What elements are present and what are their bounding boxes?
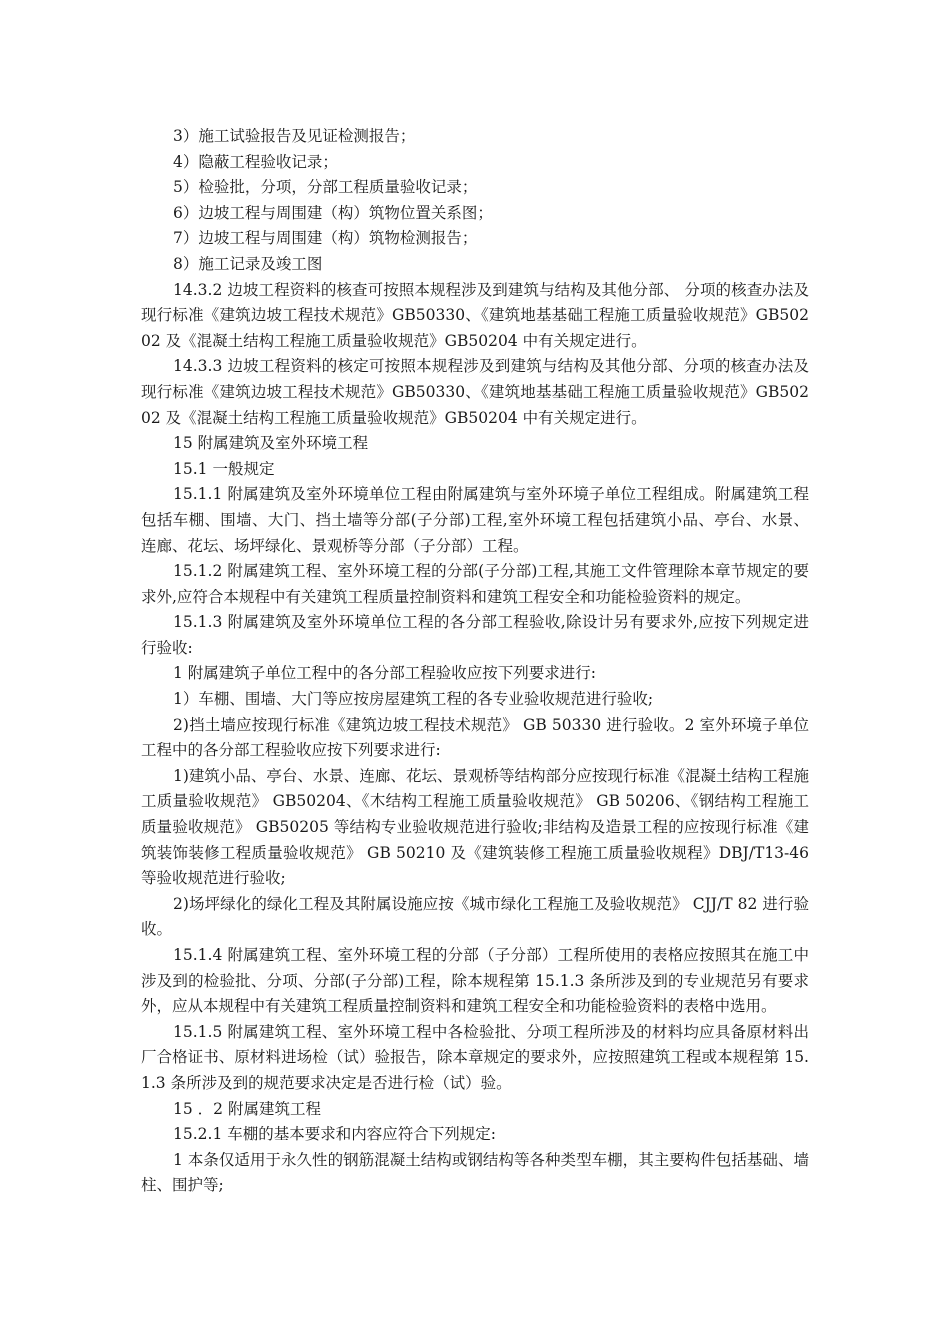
sub-item-2-1: 1)建筑小品、亭台、水景、连廊、花坛、景观桥等结构部分应按现行标准《混凝土结构工程施工质量验收规范》 GB50204、《木结构工程施工质量验收规范》 GB 50206、《钢结构工程施工质量验收规范》 GB50205 等结构专业验收规范进行验收;非结构及造景工程的应按现行标准《建筑装饰装修工程质量验收规范》 GB 50210 及《建筑装修工程施工质量验收规程》DBJ/T13-46 等验收规范进行验收;: [141, 766, 809, 888]
clause-15-1-5: 15.1.5 附属建筑工程、室外环境工程中各检验批、分项工程所涉及的材料均应具备原材料出厂合格证书、原材料进场检（试）验报告，除本章规定的要求外，应按照建筑工程或本规程第 15.1.3 条所涉及到的规范要求决定是否进行检（试）验。: [141, 1022, 809, 1092]
sub-item-2-2: 2)场坪绿化的绿化工程及其附属设施应按《城市绿化工程施工及验收规范》 CJJ/T 82 进行验收。: [141, 894, 809, 939]
sub-item-1: 1 附属建筑子单位工程中的各分部工程验收应按下列要求进行:: [173, 664, 597, 683]
clause-15-1-4: 15.1.4 附属建筑工程、室外环境工程的分部（子分部）工程所使用的表格应按照其在施工中涉及到的检验批、分项、分部(子分部)工程，除本规程第 15.1.3 条所涉及到的专业规范另有要求外，应从本规程中有关建筑工程质量控制资料和建筑工程安全和功能检验资料的表格中选用。: [141, 946, 809, 1016]
clause-15-1-3: 15.1.3 附属建筑及室外环境单位工程的各分部工程验收,除设计另有要求外,应按下列规定进行验收:: [141, 613, 809, 657]
list-item-8: 8）施工记录及竣工图: [173, 254, 323, 273]
clause-15-2-1-item-1: 1 本条仅适用于永久性的钢筋混凝土结构或钢结构等各种类型车棚，其主要构件包括基础、墙柱、围护等;: [141, 1150, 809, 1195]
clause-15-1-1: 15.1.1 附属建筑及室外环境单位工程由附属建筑与室外环境子单位工程组成。附属建筑工程包括车棚、围墙、大门、挡土墙等分部(子分部)工程,室外环境工程包括建筑小品、亭台、水景、连廊、花坛、场坪绿化、景观桥等分部（子分部）工程。: [141, 485, 809, 555]
list-item-4: 4）隐蔽工程验收记录；: [173, 152, 338, 171]
sub-item-1-1: 1）车棚、围墙、大门等应按房屋建筑工程的各专业验收规范进行验收;: [173, 690, 654, 709]
clause-14-3-3: 14.3.3 边坡工程资料的核定可按照本规程涉及到建筑与结构及其他分部、分项的核查办法及现行标准《建筑边坡工程技术规范》GB50330、《建筑地基基础工程施工质量验收规范》GB50202 及《混凝土结构工程施工质量验收规范》GB50204 中有关规定进行。: [141, 357, 809, 427]
clause-15-2-1: 15.2.1 车棚的基本要求和内容应符合下列规定:: [173, 1125, 496, 1144]
clause-15-1-2: 15.1.2 附属建筑工程、室外环境工程的分部(子分部)工程,其施工文件管理除本章节规定的要求外,应符合本规程中有关建筑工程质量控制资料和建筑工程安全和功能检验资料的规定。: [141, 562, 809, 606]
section-heading-15-1: 15.1 一般规定: [173, 459, 275, 478]
clause-14-3-2: 14.3.2 边坡工程资料的核查可按照本规程涉及到建筑与结构及其他分部、 分项的核查办法及现行标准《建筑边坡工程技术规范》GB50330、《建筑地基基础工程施工质量验收规范》GB50202 及《混凝土结构工程施工质量验收规范》GB50204 中有关规定进行。: [141, 280, 809, 350]
section-heading-15: 15 附属建筑及室外环境工程: [173, 434, 369, 453]
section-heading-15-2: 15 ．2 附属建筑工程: [173, 1099, 321, 1118]
list-item-6: 6）边坡工程与周围建（构）筑物位置关系图；: [173, 203, 493, 222]
list-item-3: 3）施工试验报告及见证检测报告；: [173, 127, 416, 145]
list-item-5: 5）检验批，分项，分部工程质量验收记录；: [173, 178, 478, 197]
sub-item-1-2: 2)挡土墙应按现行标准《建筑边坡工程技术规范》 GB 50330 进行验收。2 室外环境子单位工程中的各分部工程验收应按下列要求进行:: [141, 715, 809, 760]
list-item-7: 7）边坡工程与周围建（构）筑物检测报告；: [173, 229, 478, 248]
document-body: [141, 124, 809, 1199]
